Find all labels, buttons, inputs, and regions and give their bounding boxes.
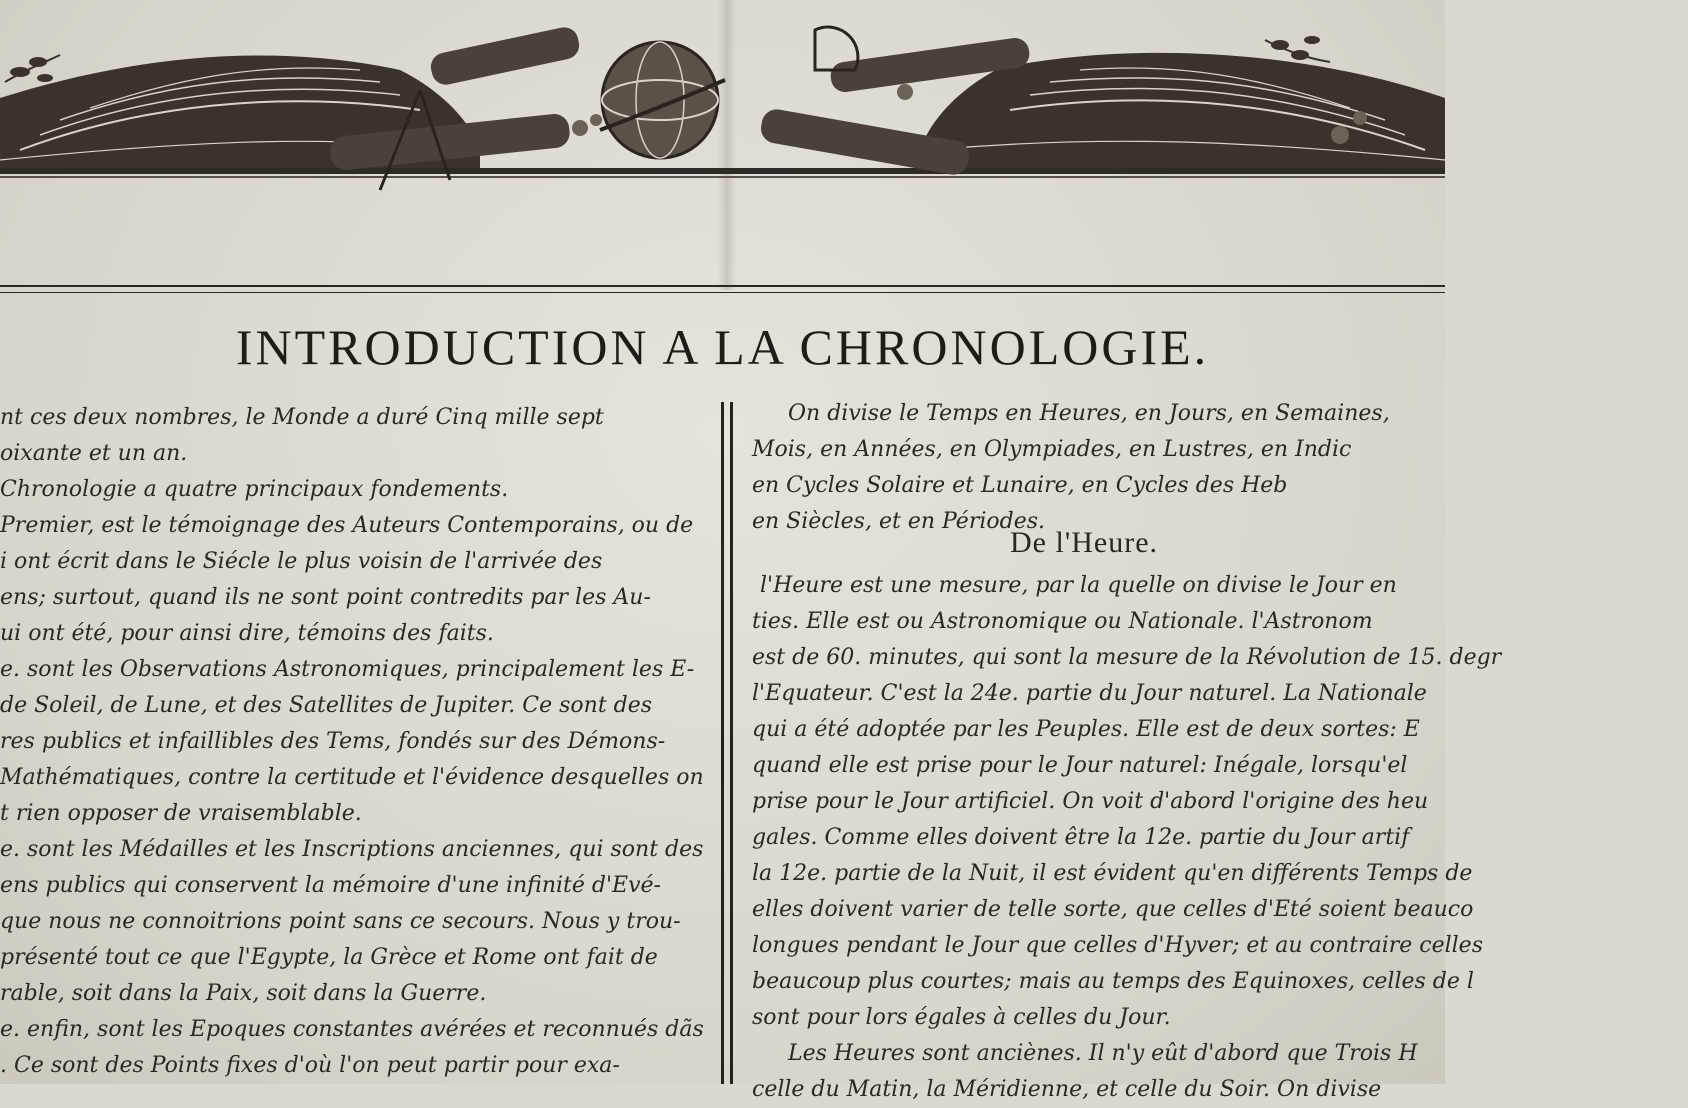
text-line: rable, soit dans la Paix, soit dans la Guerre. bbox=[0, 981, 487, 1006]
text-line: qui a été adoptée par les Peuples. Elle est de deux sortes: E bbox=[752, 717, 1420, 742]
text-line: e. sont les Médailles et les Inscriptions anciennes, qui sont des bbox=[0, 837, 704, 862]
text-line: l'Heure est une mesure, par la quelle on divise le Jour en bbox=[760, 573, 1397, 598]
text-line: Les Heures sont anciènes. Il n'y eût d'abord que Trois H bbox=[788, 1041, 1418, 1066]
text-line: e. sont les Observations Astronomiques, principalement les E- bbox=[0, 657, 695, 682]
text-line: Premier, est le témoignage des Auteurs Contemporains, ou de bbox=[0, 513, 694, 538]
text-line: prise pour le Jour artificiel. On voit d'abord l'origine des heu bbox=[752, 789, 1429, 814]
text-line: longues pendant le Jour que celles d'Hyver; et au contraire celles bbox=[752, 933, 1483, 958]
left-column-text bbox=[0, 392, 712, 1084]
left-sprig-ornament bbox=[5, 55, 60, 82]
text-line: ui ont été, pour ainsi dire, témoins des faits. bbox=[0, 621, 494, 646]
text-line: présenté tout ce que l'Egypte, la Grèce et Rome ont fait de bbox=[0, 945, 658, 970]
text-line: Mathématiques, contre la certitude et l'évidence desquelles on bbox=[0, 765, 704, 790]
text-line: Mois, en Années, en Olympiades, en Lustres, en Indic bbox=[752, 437, 1352, 462]
text-line: l'Equateur. C'est la 24e. partie du Jour naturel. La Nationale bbox=[752, 681, 1427, 706]
engraved-vignette-illustration bbox=[0, 0, 1445, 215]
text-line: oixante et un an. bbox=[0, 441, 188, 466]
text-line: celle du Matin, la Méridienne, et celle du Soir. On divise bbox=[752, 1077, 1382, 1102]
text-line: que nous ne connoitrions point sans ce secours. Nous y trou- bbox=[0, 909, 681, 934]
section-heading: De l'Heure. bbox=[1010, 526, 1159, 559]
text-line: gales. Comme elles doivent être la 12e. partie du Jour artif bbox=[752, 825, 1410, 850]
text-line: ens; surtout, quand ils ne sont point contredits par les Au- bbox=[0, 585, 651, 610]
right-sprig-ornament bbox=[1265, 36, 1330, 62]
text-line: beaucoup plus courtes; mais au temps des Equinoxes, celles de l bbox=[752, 969, 1474, 994]
text-line: i ont écrit dans le Siécle le plus voisin de l'arrivée des bbox=[0, 549, 603, 574]
text-line: Chronologie a quatre principaux fondements. bbox=[0, 477, 509, 502]
text-line: de Soleil, de Lune, et des Satellites de Jupiter. Ce sont des bbox=[0, 693, 653, 718]
column-divider-right bbox=[730, 402, 733, 1084]
text-line: elles doivent varier de telle sorte, que celles d'Eté soient beauco bbox=[752, 897, 1474, 922]
text-line: quand elle est prise pour le Jour naturel: Inégale, lorsqu'el bbox=[752, 753, 1408, 778]
text-line: en Cycles Solaire et Lunaire, en Cycles des Heb bbox=[752, 473, 1288, 498]
text-line: sont pour lors égales à celles du Jour. bbox=[752, 1005, 1171, 1030]
text-line: res publics et infaillibles des Tems, fondés sur des Démons- bbox=[0, 729, 666, 754]
text-line: ties. Elle est ou Astronomique ou Nationale. l'Astronom bbox=[752, 609, 1373, 634]
top-border-rule-inner bbox=[0, 292, 1445, 293]
text-line: nt ces deux nombres, le Monde a duré Cinq mille sept bbox=[0, 405, 604, 430]
column-divider-left bbox=[721, 402, 724, 1084]
globe-ornament bbox=[600, 42, 725, 158]
text-line: ens publics qui conservent la mémoire d'une infinité d'Evé- bbox=[0, 873, 661, 898]
page-title: INTRODUCTION A LA CHRONOLOGIE. bbox=[235, 319, 1210, 375]
text-line: la 12e. partie de la Nuit, il est évident qu'en différents Temps de bbox=[752, 861, 1473, 886]
top-border-rule bbox=[0, 285, 1445, 287]
text-line: t rien opposer de vraisemblable. bbox=[0, 801, 362, 826]
text-line: est de 60. minutes, qui sont la mesure de la Révolution de 15. degr bbox=[752, 645, 1502, 670]
text-line: . Ce sont des Points fixes d'où l'on peut partir pour exa- bbox=[0, 1053, 620, 1078]
text-line: e. enfin, sont les Epoques constantes avérées et reconnués dãs bbox=[0, 1017, 704, 1042]
right-column-text bbox=[752, 392, 1502, 1102]
text-line: On divise le Temps en Heures, en Jours, en Semaines, bbox=[788, 401, 1390, 426]
text-line: en Siècles, et en Périodes. bbox=[752, 509, 1046, 534]
